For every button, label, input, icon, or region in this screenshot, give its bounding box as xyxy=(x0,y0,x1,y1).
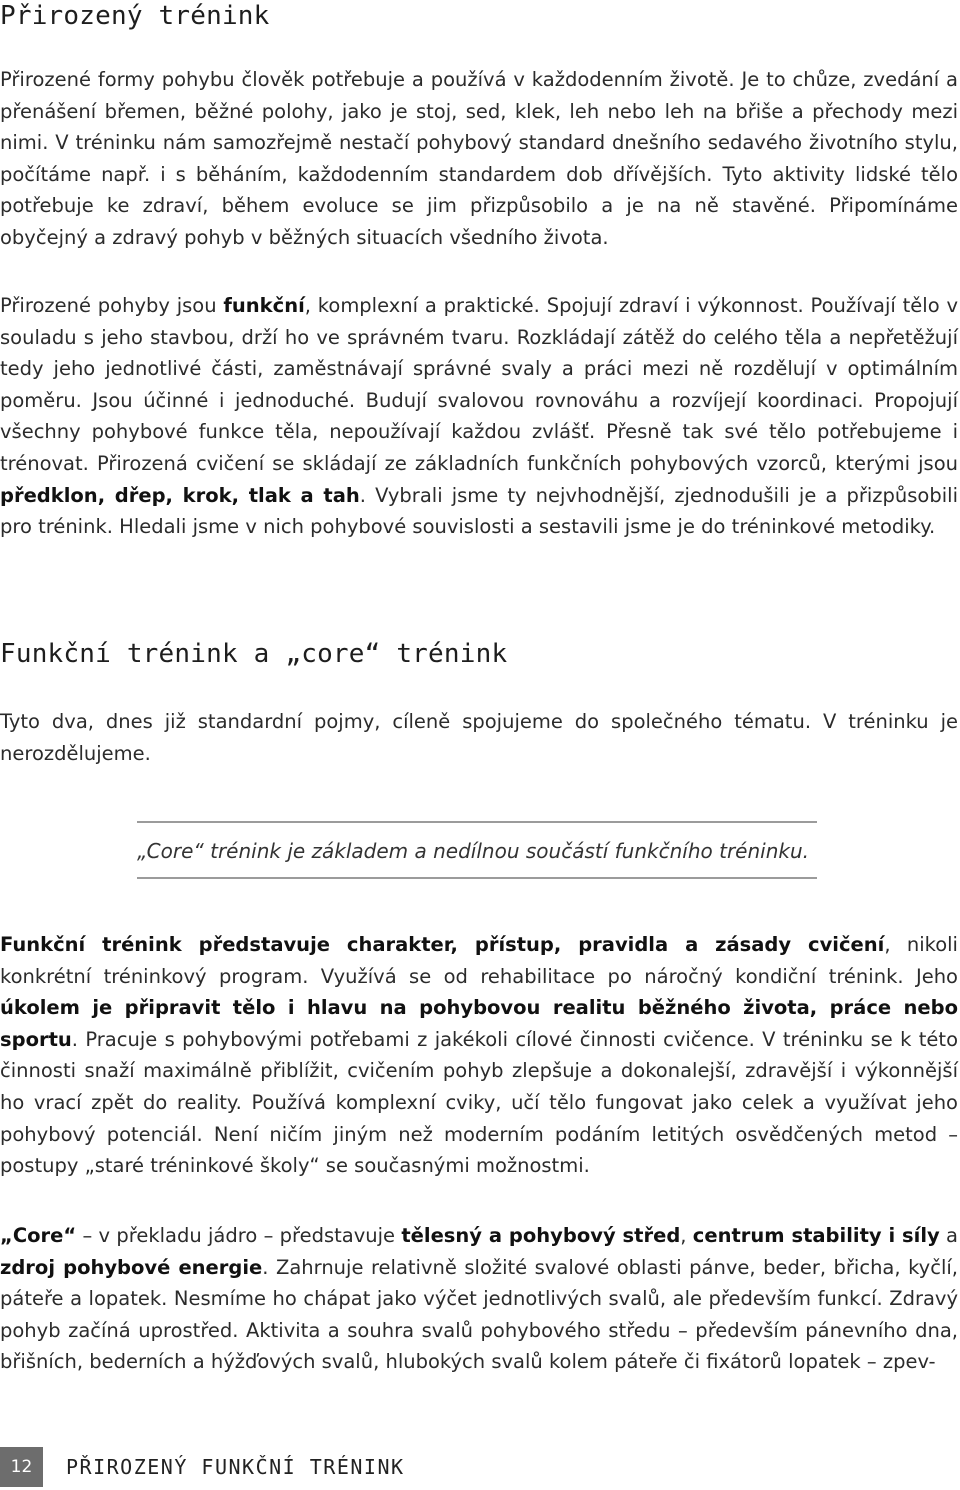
paragraph-natural-movement: Přirozené formy pohybu člověk potřebuje a používá v každodenním životě. Je to chůze, zvedání a přenášení břemen, běžné polohy, jako je stoj, sed, klek, leh nebo leh na břiše a přechody mezi nimi. V tréninku nám samozřejmě nestačí pohybový standard dnešního sedavého životního stylu, počítáme např. i s běháním, každodenním standardem dob dřívějších. Tyto aktivity lidské tělo potřebuje ke zdraví, během evoluce se jim přizpůsobilo a je na ně stavěné. Připomínáme obyčejný a zdravý pohyb v běžných situacích všedního života. xyxy=(0,68,958,249)
bold-stability-center: centrum stability i síly xyxy=(692,1224,940,1247)
text-run: Přirozené pohyby jsou xyxy=(0,294,224,317)
bold-core: „Core“ xyxy=(0,1224,77,1247)
text-run: , komplexní a praktické. Spojují zdraví i výkonnost. Používají tělo v souladu s jeho stavbou, drží ho ve správném tvaru. Rozkládají zátěž do celého těla a nepřetěžují tedy jeho jednotlivé části, zaměstnávají správné svaly a práci mezi ně rozdělují v optimálním poměru. Jsou účinné i jednoduché. Budují svalovou rovnováhu a rozvíjejí koordinaci. Propojují všechny pohybové funkce těla, nepoužívají každou zvlášť. Přesně tak své tělo potřebujeme i trénovat. Přirozená cvičení se skládají ze základních funkčních pohybových vzorců, kterými jsou xyxy=(0,294,959,475)
text-run: . Vybrali jsme ty nejvhodnější, zjednodušili je a přizpůsobili pro trénink. Hledali jsme v nich pohybové souvislosti a sestavili jsme je do tréninkové metodiky. xyxy=(0,483,958,539)
text-run: – v překladu jádro – představuje xyxy=(76,1224,402,1247)
bold-movement-patterns: předklon, dřep, krok, tlak a tah xyxy=(0,483,360,507)
section-heading-functional-core: Funkční trénink a „core“ trénink xyxy=(0,639,508,669)
quote-divider-top xyxy=(137,821,817,823)
text-run: , xyxy=(680,1224,693,1247)
paragraph-natural-movements-functional xyxy=(0,290,958,543)
text-run: a xyxy=(939,1224,958,1247)
paragraph-intro-terms: Tyto dva, dnes již standardní pojmy, cíleně spojujeme do společného tématu. V tréninku je nerozdělujeme. xyxy=(0,710,958,765)
paragraph-functional-training xyxy=(0,929,958,1182)
text-run: . Zahrnuje relativně složité svalové oblasti pánve, beder, břicha, kyčlí, páteře a lopatek. Nesmíme ho chápat jako výčet jednotlivých svalů, ale především funkcí. Zdravý pohyb začíná uprostřed. Aktivita a souhra svalů pohybového středu – především pánevního dna, břišních, bederních a hýžďových svalů, hlubokých svalů kolem páteře či fixátorů lopatek – zpev- xyxy=(0,1255,958,1374)
text-run: . Pracuje s pohybovými potřebami z jakékoli cílové činnosti cvičence. V tréninku se k této činnosti snaží maximálně přiblížit, cvičením pohyb zlepšuje a dokonalejší, zdravější i výkonnější ho vrací zpět do reality. Používá komplexní cviky, učí tělo fungovat jako celek a využívat jeho pohybový potenciál. Není ničím jiným než moderním podáním letitých osvědčených metod – postupy „staré tréninkové školy“ se současnými možnostmi. xyxy=(0,1027,958,1178)
running-footer-title: PŘIROZENÝ FUNKČNÍ TRÉNINK xyxy=(66,1455,405,1479)
bold-body-center: tělesný a pohybový střed xyxy=(401,1224,681,1247)
paragraph-core xyxy=(0,1220,958,1378)
page-number: 12 xyxy=(0,1447,43,1487)
bold-functional-definition: Funkční trénink představuje charakter, přístup, pravidla a zásady cvičení xyxy=(0,933,885,956)
text-run: , nikoli konkrétní tréninkový program. Využívá se od rehabilitace po náročný kondiční trénink. Jeho xyxy=(0,933,958,988)
section-heading-natural-training: Přirozený trénink xyxy=(0,1,270,31)
quote-divider-bottom xyxy=(137,877,817,879)
pull-quote: „Core“ trénink je základem a nedílnou součástí funkčního tréninku. xyxy=(137,839,809,863)
bold-functional: funkční xyxy=(223,294,305,317)
bold-functional-goal: úkolem je připravit tělo i hlavu na pohybovou realitu běžného života, práce nebo sportu xyxy=(0,996,958,1051)
bold-energy-source: zdroj pohybové energie xyxy=(0,1255,263,1279)
